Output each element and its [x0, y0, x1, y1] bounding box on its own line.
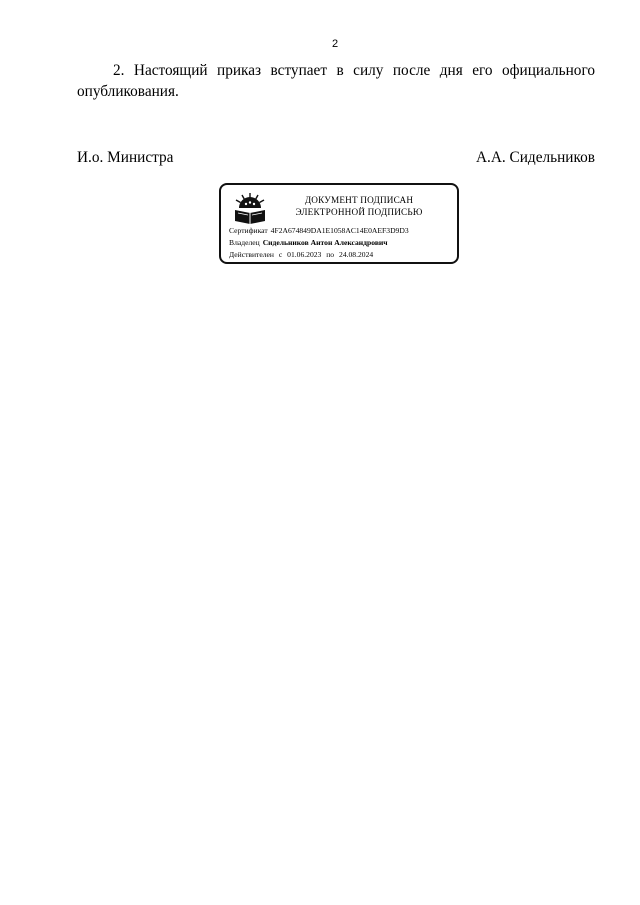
validity-to-word: по: [326, 250, 335, 259]
page-number: 2: [331, 38, 339, 50]
signer-position: И.о. Министра: [77, 149, 174, 166]
owner-label: Владелец: [229, 238, 260, 247]
validity-line: [229, 250, 373, 260]
validity-to: 24.08.2024: [339, 250, 374, 259]
electronic-signature-stamp: [219, 183, 459, 264]
stamp-heading-line1: ДОКУМЕНТ ПОДПИСАН: [304, 195, 414, 205]
validity-from: 01.06.2023: [287, 250, 322, 259]
stamp-heading-line2: ЭЛЕКТРОННОЙ ПОДПИСЬЮ: [295, 207, 423, 217]
certificate-value: 4F2A674849DA1E1058AC14E0AEF3D9D3: [270, 226, 409, 235]
validity-label: Действителен: [229, 250, 274, 259]
signature-row: [77, 147, 595, 169]
owner-value: Сидельников Антон Александрович: [262, 238, 388, 247]
certificate-label: Сертификат: [229, 226, 268, 235]
validity-from-word: с: [278, 250, 283, 259]
order-paragraph: 2. Настоящий приказ вступает в силу после дня его официального опубликования.: [77, 62, 595, 100]
certificate-line: [229, 226, 409, 236]
emblem-icon: [232, 191, 268, 225]
owner-line: [229, 238, 388, 248]
signer-name: А.А. Сидельников: [475, 149, 595, 166]
stamp-heading: [269, 194, 449, 218]
